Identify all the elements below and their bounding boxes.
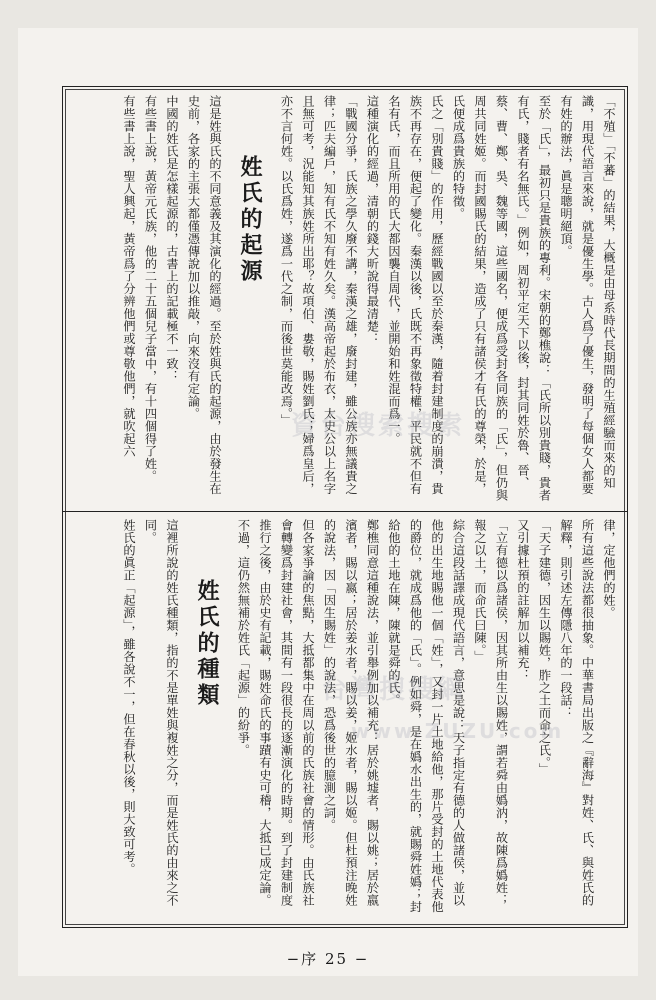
paragraph: 律，定他們的姓。 — [602, 519, 616, 619]
quote-paragraph: 「天子建德，因生以賜姓，胙之土而命之氏。」 — [537, 519, 552, 776]
upper-column — [118, 95, 620, 505]
lower-column — [118, 519, 620, 915]
lower-section — [71, 519, 619, 915]
watermark-text: 資台搜索搜索 — [291, 411, 466, 441]
paragraph: 但各家爭論的焦點，大抵都集中在周以前的氏族社會的情形。由氏族社會轉變爲封建社會，其間有一段很長的逐漸演化的時期。到了封建制度推行之後，由於史有記載，賜姓命氏的事蹟有史可稽，大抵已成定論。不過，這仍然無補於姓氏「起源」的紛爭。 — [236, 519, 315, 907]
paragraph: 這種演化的經過，清朝的錢大昕說得最清楚： — [365, 95, 380, 345]
paragraph: 鄭樵同意這種說法，並引舉例加以補充：居於姚墟者，賜以姚；居於嬴濱者，賜以嬴；居於姜水者，賜以姜，姬水者，賜以姬。但杜預注晚姓的說法，因「因生賜姓」的說法，恐爲後世的臆測之詞。 — [322, 519, 380, 907]
text-frame — [62, 86, 628, 928]
quote-paragraph: 「戰國分爭，氏族之學久廢不講，秦漢之雄，廢封建，雖公族亦無議貴之律；匹夫編戶，知有氏不知有姓久矣。漢高帝起於布衣，太史公以上名字且無可考，況能知其族姓所出耶？故項伯、婁敬，賜姓劉氏；婦爲皇后，亦不言何姓。以氏爲姓，遂爲一代之制，而後世莫能改焉。」 — [279, 95, 358, 495]
paragraph: 氏之「別貴賤」的作用，歷經戰國以至於秦漢，隨着封建制度的崩潰，貴族不再存在，便起了變化。秦漢以後，氏既不再象徵特權，平民就不但有名有氏，而且所用的氏大都因襲自周代，並開始和姓混而爲一。 — [387, 95, 444, 495]
section-divider — [63, 511, 627, 512]
paragraph: 姓氏的眞正「起源」，雖各說不一，但在春秋以後，則大致可考。 — [122, 519, 136, 876]
page-number: −序 25 − — [286, 950, 370, 968]
paragraph: 綜合這段話譯成現代語言，意思是說：天子指定有德的人做諸侯，並以他的出生地賜他一個「姓」，又封一片土地給他，那片受封的土地代表他的爵位，就成爲他的「氏」。例如舜，是在嬀水出生的，就賜舜姓嬀；封給他的土地在陳，陳就是舜的氏。 — [387, 519, 466, 913]
paragraph: 「不殖」「不蕃」的結果，大概是由母系時代長期間的生殖經驗而來的知識，用現代語言來說，就是優生學。古人爲了優生，發明了每個女人都要有姓的辦法，眞是聰明絕頂。 — [559, 95, 616, 495]
section-heading-types: 姓氏的種類 — [194, 579, 220, 709]
page-sheet — [18, 28, 638, 976]
paragraph: 有些書上說，黃帝元氏族，他的二十五個兒子當中，有十四個得了姓。 — [143, 95, 158, 483]
paragraph: 這裡所說的姓氏種類，指的不是單姓與複姓之分，而是姓氏的由來之不同。 — [143, 519, 179, 907]
quote-paragraph: 「立有德以爲諸侯，因其所由生以賜姓，謂若舜由嬀汭，故陳爲嬀姓；報之以土，而命氏曰陳。」 — [473, 519, 509, 907]
paragraph: 中國的姓氏是怎樣起源的，古書上的記載極不一致： — [165, 95, 179, 383]
watermark-url: www.ZUZU.com — [351, 719, 565, 743]
paragraph: 這是姓與氏的不同意義及其演化的經過。至於姓與氏的起源，由於發生在史前，各家的主張大都僅憑傳說加以推敲，向來沒有定論。 — [186, 95, 222, 495]
upper-section — [71, 95, 619, 505]
section-heading-origin: 姓氏的起源 — [237, 155, 263, 285]
paragraph: 至於「氏」，最初只是貴族的專利。宋朝的鄭樵說：「氏所以別貴賤，貴者有氏，賤者有名無氏。」例如，周初平定天下以後，封其同姓於魯、晉、蔡、曹、鄭、吳、魏等國，這些國名，便成爲受封各同族的「氏」，但仍與周共同姓姬。而封國賜氏的結果，造成了只有諸侯才有氏的尊榮，於是，氏便成爲貴族的特徵。 — [451, 95, 552, 502]
paragraph: 所有這些說法都很抽象。中華書局出版之『辭海』對姓、氏、與姓氏的解釋，則引述左傳隱八年的一段話： — [559, 519, 595, 907]
paragraph: 有些書上說，聖人興起，黃帝爲了分辨他們或尊敬他們，就吹起六 — [122, 95, 136, 458]
watermark-text: 台灣搜搜網 — [321, 675, 467, 705]
paragraph: 又引據杜預的註解加以補充： — [516, 519, 530, 682]
